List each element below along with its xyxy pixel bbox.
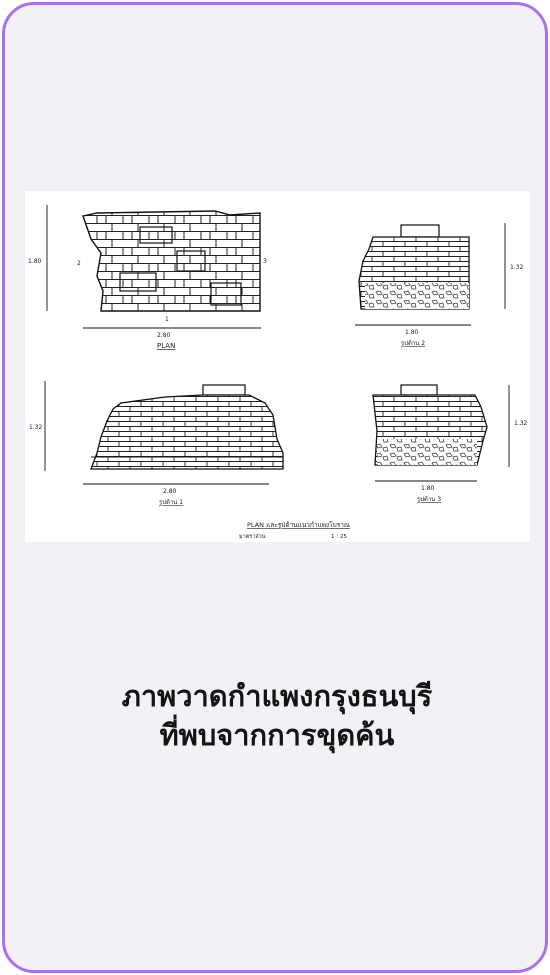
plan-view — [28, 205, 267, 350]
elev1-title: รูปด้าน 1 — [159, 499, 184, 506]
plan-width-dim: 2.80 — [157, 332, 171, 339]
scale-label: มาตราส่วน — [239, 534, 266, 540]
elevation-2-view — [355, 223, 524, 347]
elev2-title: รูปด้าน 2 — [401, 340, 426, 347]
sheet-title-block — [239, 521, 350, 540]
content-card — [2, 2, 548, 973]
elev1-height-dim: 1.32 — [29, 424, 43, 431]
elev1-width-dim: 2.80 — [163, 488, 177, 495]
elev2-width-dim: 1.80 — [405, 329, 419, 336]
plan-side-left: 2 — [77, 260, 81, 267]
elev3-height-dim: 1.32 — [514, 420, 528, 427]
plan-title: PLAN — [157, 342, 176, 350]
elev3-title: รูปด้าน 3 — [417, 496, 442, 503]
caption-line-2: ที่พบจากการขุดค้น — [159, 718, 395, 752]
wall-drawing-figure — [25, 191, 530, 542]
sheet-title: PLAN และรูปด้านแนวกำแพงโบราณ — [247, 521, 350, 529]
plan-height-dim: 1.80 — [28, 258, 42, 265]
elevation-3-view — [373, 385, 528, 503]
plan-side-bottom: 1 — [165, 316, 169, 323]
caption-line-1: ภาพวาดกำแพงกรุงธนบุรี — [121, 679, 433, 713]
elev2-height-dim: 1.32 — [510, 264, 524, 271]
plan-side-right: 3 — [263, 258, 267, 265]
scale-value: 1 : 25 — [331, 534, 347, 540]
elevation-1-view — [29, 381, 283, 506]
elev3-width-dim: 1.80 — [421, 485, 435, 492]
wall-drawing-svg — [25, 191, 530, 542]
